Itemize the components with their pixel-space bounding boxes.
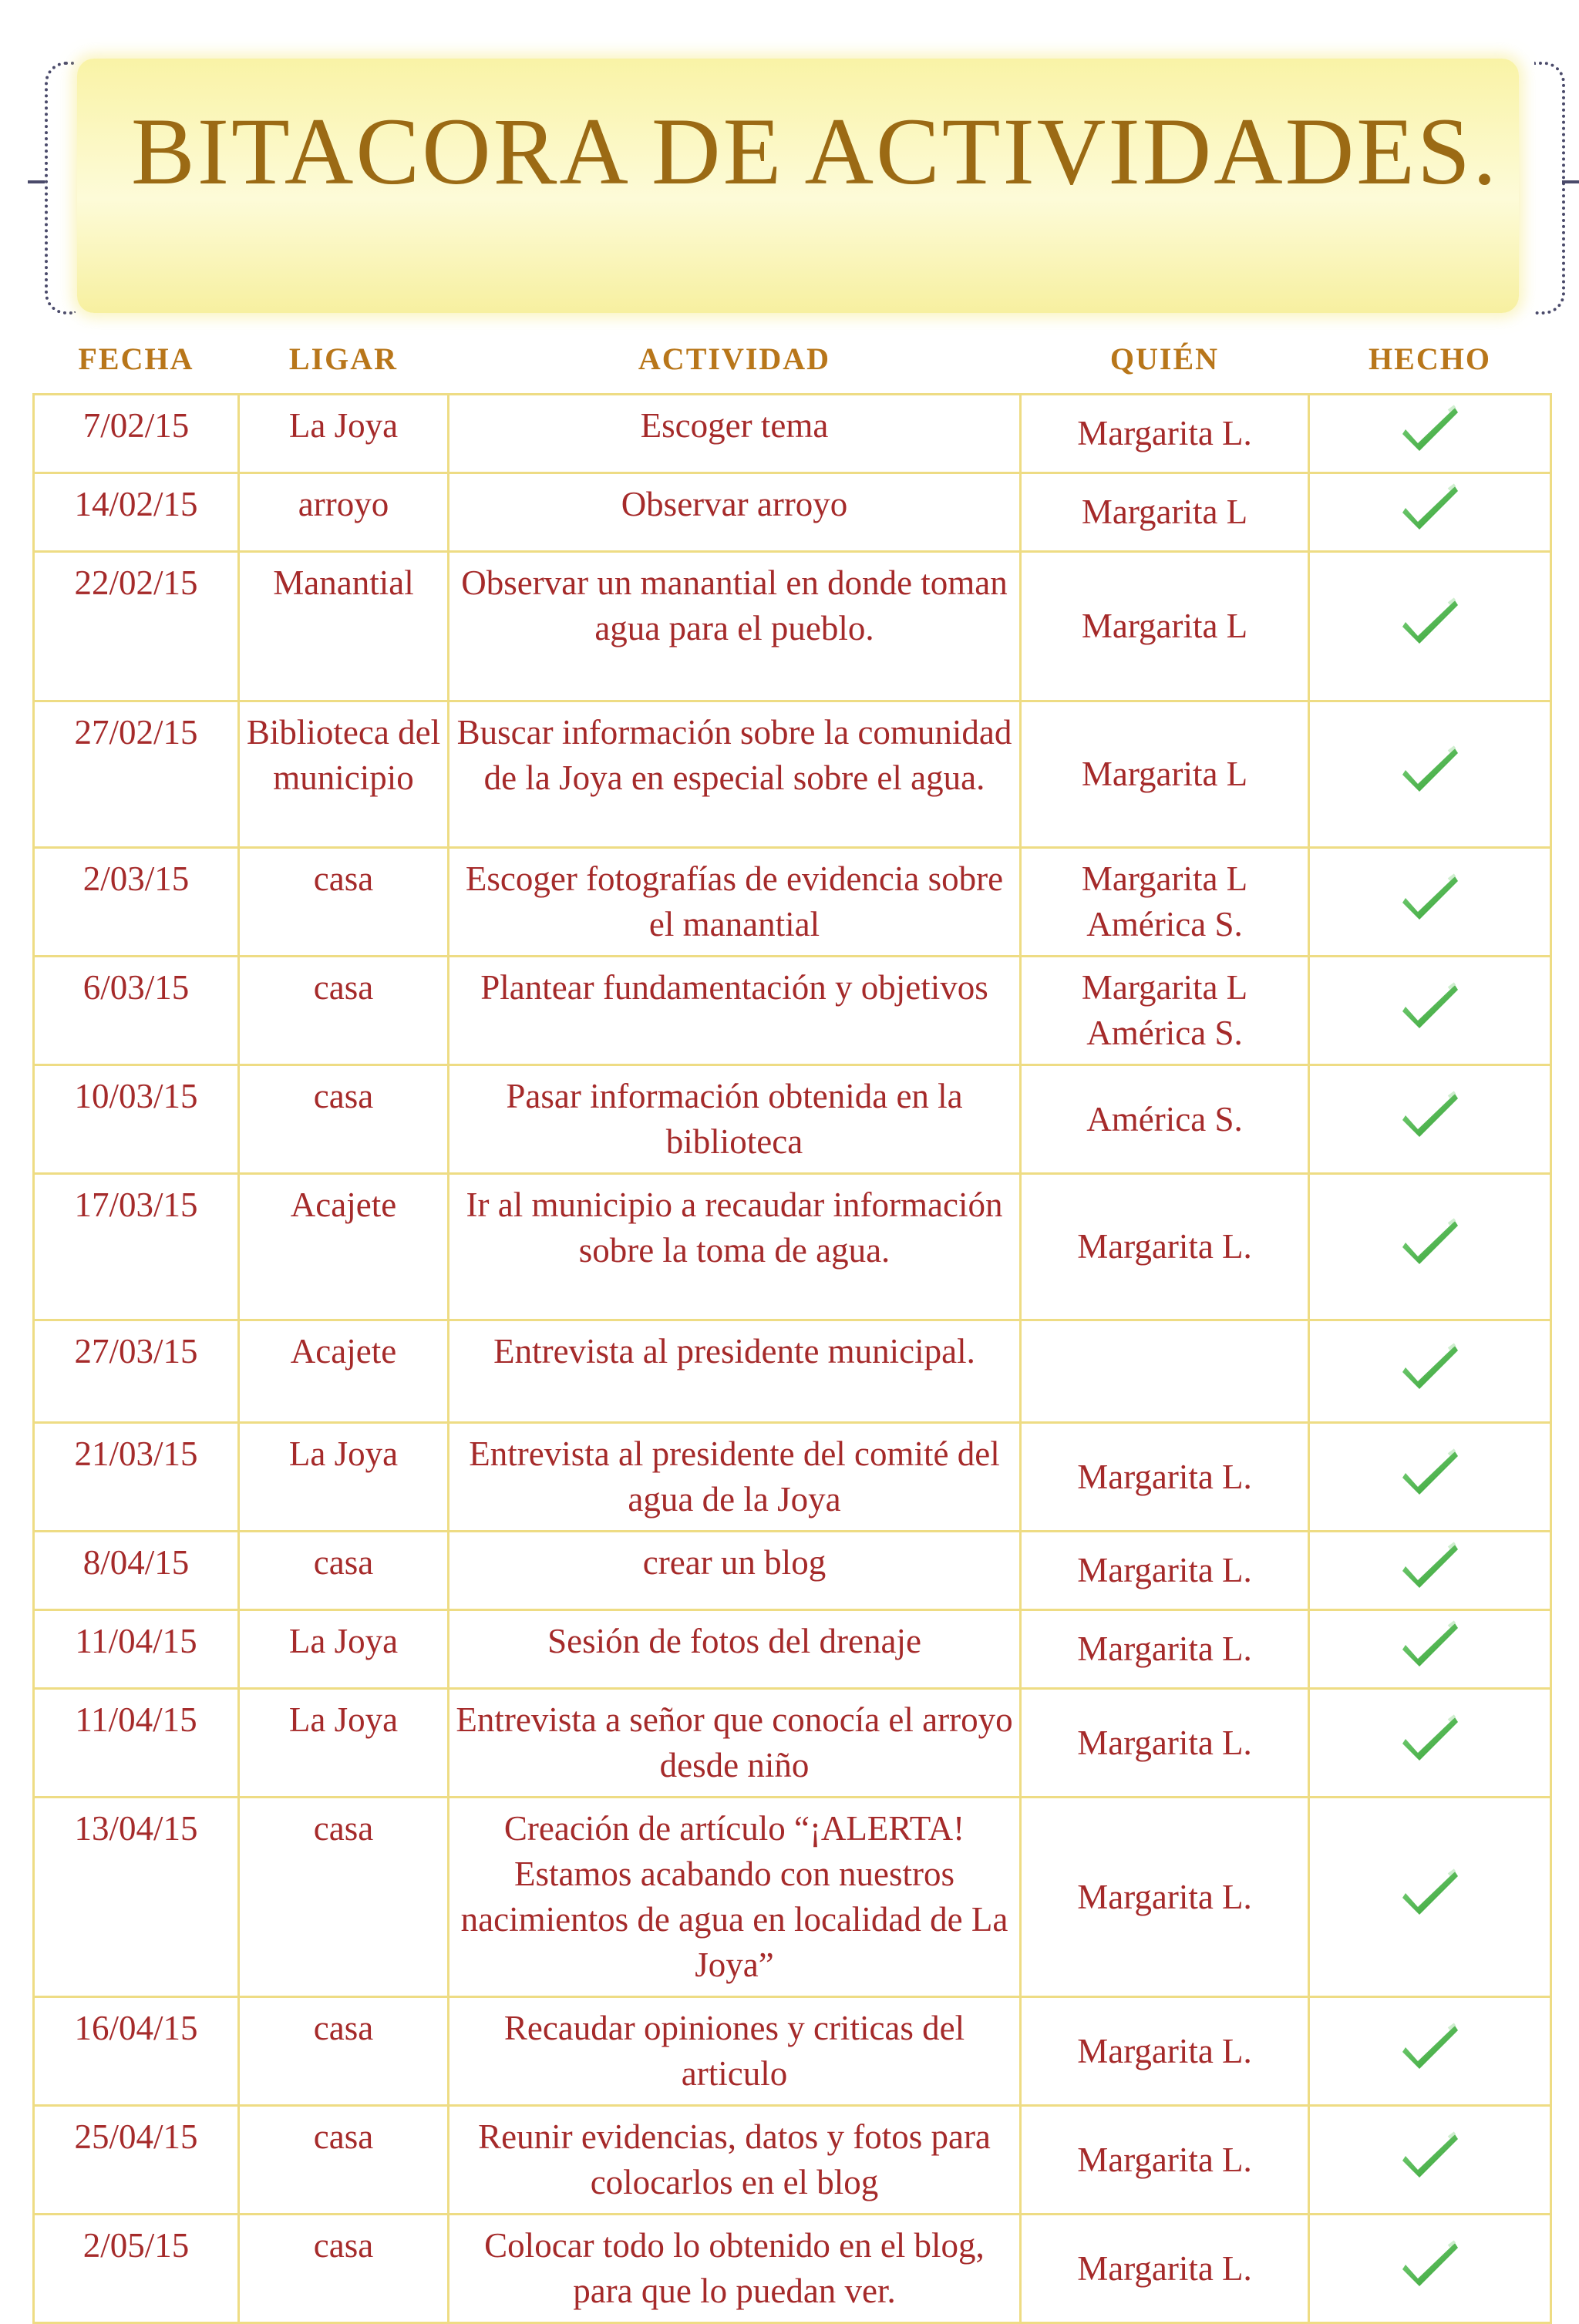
- table-row: [34, 1174, 1551, 1320]
- hecho-cell: [1309, 1997, 1551, 2106]
- left-brace-decoration: [45, 62, 76, 314]
- hecho-cell: [1309, 1798, 1551, 1997]
- table-row: [34, 1689, 1551, 1798]
- column-header-hecho: HECHO: [1369, 341, 1491, 376]
- column-header-lugar: LIGAR: [288, 341, 399, 376]
- check-icon: [1401, 1216, 1459, 1266]
- actividad-cell: Entrevista al presidente municipal.: [449, 1320, 1021, 1423]
- quien-cell: Margarita L: [1021, 701, 1309, 848]
- check-icon: [1401, 1089, 1459, 1138]
- quien-cell: Margarita L América S.: [1021, 957, 1309, 1065]
- check-icon: [1401, 980, 1459, 1030]
- lugar-cell: Acajete: [239, 1320, 449, 1423]
- lugar-cell: casa: [239, 1798, 449, 1997]
- table-row: [34, 1320, 1551, 1423]
- table-row: [34, 1798, 1551, 1997]
- lugar-cell: casa: [239, 957, 449, 1065]
- quien-cell: [1021, 1320, 1309, 1423]
- table-row: [34, 473, 1551, 552]
- lugar-cell: casa: [239, 1532, 449, 1610]
- fecha-cell: 22/02/15: [34, 552, 239, 701]
- lugar-cell: La Joya: [239, 1610, 449, 1689]
- hecho-cell: [1309, 1065, 1551, 1174]
- table-header-row: [34, 324, 1551, 395]
- actividad-cell: Sesión de fotos del drenaje: [449, 1610, 1021, 1689]
- check-icon: [1401, 2238, 1459, 2288]
- hecho-cell: [1309, 395, 1551, 473]
- column-header-quien: QUIÉN: [1109, 341, 1220, 376]
- hecho-cell: [1309, 701, 1551, 848]
- quien-cell: Margarita L.: [1021, 1997, 1309, 2106]
- fecha-cell: 13/04/15: [34, 1798, 239, 1997]
- actividad-cell: Reunir evidencias, datos y fotos para colocarlos en el blog: [449, 2106, 1021, 2215]
- fecha-cell: 27/02/15: [34, 701, 239, 848]
- actividad-cell: Colocar todo lo obtenido en el blog, para que lo puedan ver.: [449, 2215, 1021, 2323]
- fecha-cell: 14/02/15: [34, 473, 239, 552]
- lugar-cell: casa: [239, 848, 449, 957]
- actividad-cell: Entrevista al presidente del comité del agua de la Joya: [449, 1423, 1021, 1532]
- lugar-cell: Acajete: [239, 1174, 449, 1320]
- fecha-cell: 8/04/15: [34, 1532, 239, 1610]
- check-icon: [1401, 2130, 1459, 2179]
- lugar-cell: Manantial: [239, 552, 449, 701]
- hecho-cell: [1309, 1689, 1551, 1798]
- fecha-cell: 25/04/15: [34, 2106, 239, 2215]
- table-row: [34, 2215, 1551, 2323]
- actividad-cell: Observar un manantial en donde toman agua para el pueblo.: [449, 552, 1021, 701]
- table-row: [34, 701, 1551, 848]
- actividad-cell: Entrevista a señor que conocía el arroyo desde niño: [449, 1689, 1021, 1798]
- lugar-cell: arroyo: [239, 473, 449, 552]
- table-row: [34, 1532, 1551, 1610]
- fecha-cell: 11/04/15: [34, 1689, 239, 1798]
- lugar-cell: La Joya: [239, 395, 449, 473]
- fecha-cell: 7/02/15: [34, 395, 239, 473]
- table-row: [34, 395, 1551, 473]
- actividad-cell: Escoger fotografías de evidencia sobre el manantial: [449, 848, 1021, 957]
- fecha-cell: 11/04/15: [34, 1610, 239, 1689]
- table-row: [34, 957, 1551, 1065]
- check-icon: [1401, 744, 1459, 793]
- hecho-cell: [1309, 1532, 1551, 1610]
- quien-cell: Margarita L América S.: [1021, 848, 1309, 957]
- table-row: [34, 1997, 1551, 2106]
- fecha-cell: 21/03/15: [34, 1423, 239, 1532]
- quien-cell: Margarita L.: [1021, 1174, 1309, 1320]
- quien-cell: Margarita L.: [1021, 2215, 1309, 2323]
- quien-cell: Margarita L: [1021, 552, 1309, 701]
- check-icon: [1401, 1867, 1459, 1916]
- lugar-cell: casa: [239, 2106, 449, 2215]
- actividad-cell: crear un blog: [449, 1532, 1021, 1610]
- title-banner: [77, 59, 1519, 313]
- quien-cell: Margarita L.: [1021, 1532, 1309, 1610]
- check-icon: [1401, 1713, 1459, 1762]
- right-brace-decoration: [1534, 62, 1565, 314]
- fecha-cell: 27/03/15: [34, 1320, 239, 1423]
- table-row: [34, 1065, 1551, 1174]
- lugar-cell: casa: [239, 2215, 449, 2323]
- activity-log-table: [32, 324, 1552, 2324]
- actividad-cell: Plantear fundamentación y objetivos: [449, 957, 1021, 1065]
- fecha-cell: 2/03/15: [34, 848, 239, 957]
- quien-cell: Margarita L: [1021, 473, 1309, 552]
- check-icon: [1401, 403, 1459, 452]
- quien-cell: Margarita L.: [1021, 2106, 1309, 2215]
- check-icon: [1401, 1540, 1459, 1589]
- quien-cell: Margarita L.: [1021, 395, 1309, 473]
- actividad-cell: Creación de artículo “¡ALERTA! Estamos acabando con nuestros nacimientos de agua en localidad de La Joya”: [449, 1798, 1021, 1997]
- fecha-cell: 17/03/15: [34, 1174, 239, 1320]
- hecho-cell: [1309, 957, 1551, 1065]
- hecho-cell: [1309, 1320, 1551, 1423]
- table-row: [34, 2106, 1551, 2215]
- column-header-actividad: ACTIVIDAD: [638, 341, 831, 376]
- hecho-cell: [1309, 848, 1551, 957]
- hecho-cell: [1309, 1423, 1551, 1532]
- quien-cell: Margarita L.: [1021, 1423, 1309, 1532]
- actividad-cell: Recaudar opiniones y criticas del articulo: [449, 1997, 1021, 2106]
- actividad-cell: Pasar información obtenida en la biblioteca: [449, 1065, 1021, 1174]
- actividad-cell: Escoger tema: [449, 395, 1021, 473]
- table-row: [34, 552, 1551, 701]
- actividad-cell: Ir al municipio a recaudar información sobre la toma de agua.: [449, 1174, 1021, 1320]
- quien-cell: Margarita L.: [1021, 1610, 1309, 1689]
- lugar-cell: casa: [239, 1997, 449, 2106]
- table-row: [34, 848, 1551, 957]
- lugar-cell: La Joya: [239, 1423, 449, 1532]
- lugar-cell: La Joya: [239, 1689, 449, 1798]
- lugar-cell: casa: [239, 1065, 449, 1174]
- quien-cell: Margarita L.: [1021, 1798, 1309, 1997]
- lugar-cell: Biblioteca del municipio: [239, 701, 449, 848]
- hecho-cell: [1309, 1610, 1551, 1689]
- fecha-cell: 2/05/15: [34, 2215, 239, 2323]
- fecha-cell: 6/03/15: [34, 957, 239, 1065]
- hecho-cell: [1309, 552, 1551, 701]
- check-icon: [1401, 1447, 1459, 1496]
- hecho-cell: [1309, 1174, 1551, 1320]
- check-icon: [1401, 1341, 1459, 1391]
- page-title: BITACORA DE ACTIVIDADES.: [131, 99, 1499, 204]
- quien-cell: Margarita L.: [1021, 1689, 1309, 1798]
- hecho-cell: [1309, 2215, 1551, 2323]
- quien-cell: América S.: [1021, 1065, 1309, 1174]
- check-icon: [1401, 596, 1459, 645]
- check-icon: [1401, 482, 1459, 531]
- actividad-cell: Buscar información sobre la comunidad de la Joya en especial sobre el agua.: [449, 701, 1021, 848]
- column-header-fecha: FECHA: [78, 341, 194, 376]
- table-body: [34, 395, 1551, 2323]
- table-row: [34, 1423, 1551, 1532]
- hecho-cell: [1309, 473, 1551, 552]
- check-icon: [1401, 2021, 1459, 2070]
- check-icon: [1401, 1619, 1459, 1668]
- check-icon: [1401, 872, 1459, 921]
- fecha-cell: 10/03/15: [34, 1065, 239, 1174]
- hecho-cell: [1309, 2106, 1551, 2215]
- actividad-cell: Observar arroyo: [449, 473, 1021, 552]
- fecha-cell: 16/04/15: [34, 1997, 239, 2106]
- table-row: [34, 1610, 1551, 1689]
